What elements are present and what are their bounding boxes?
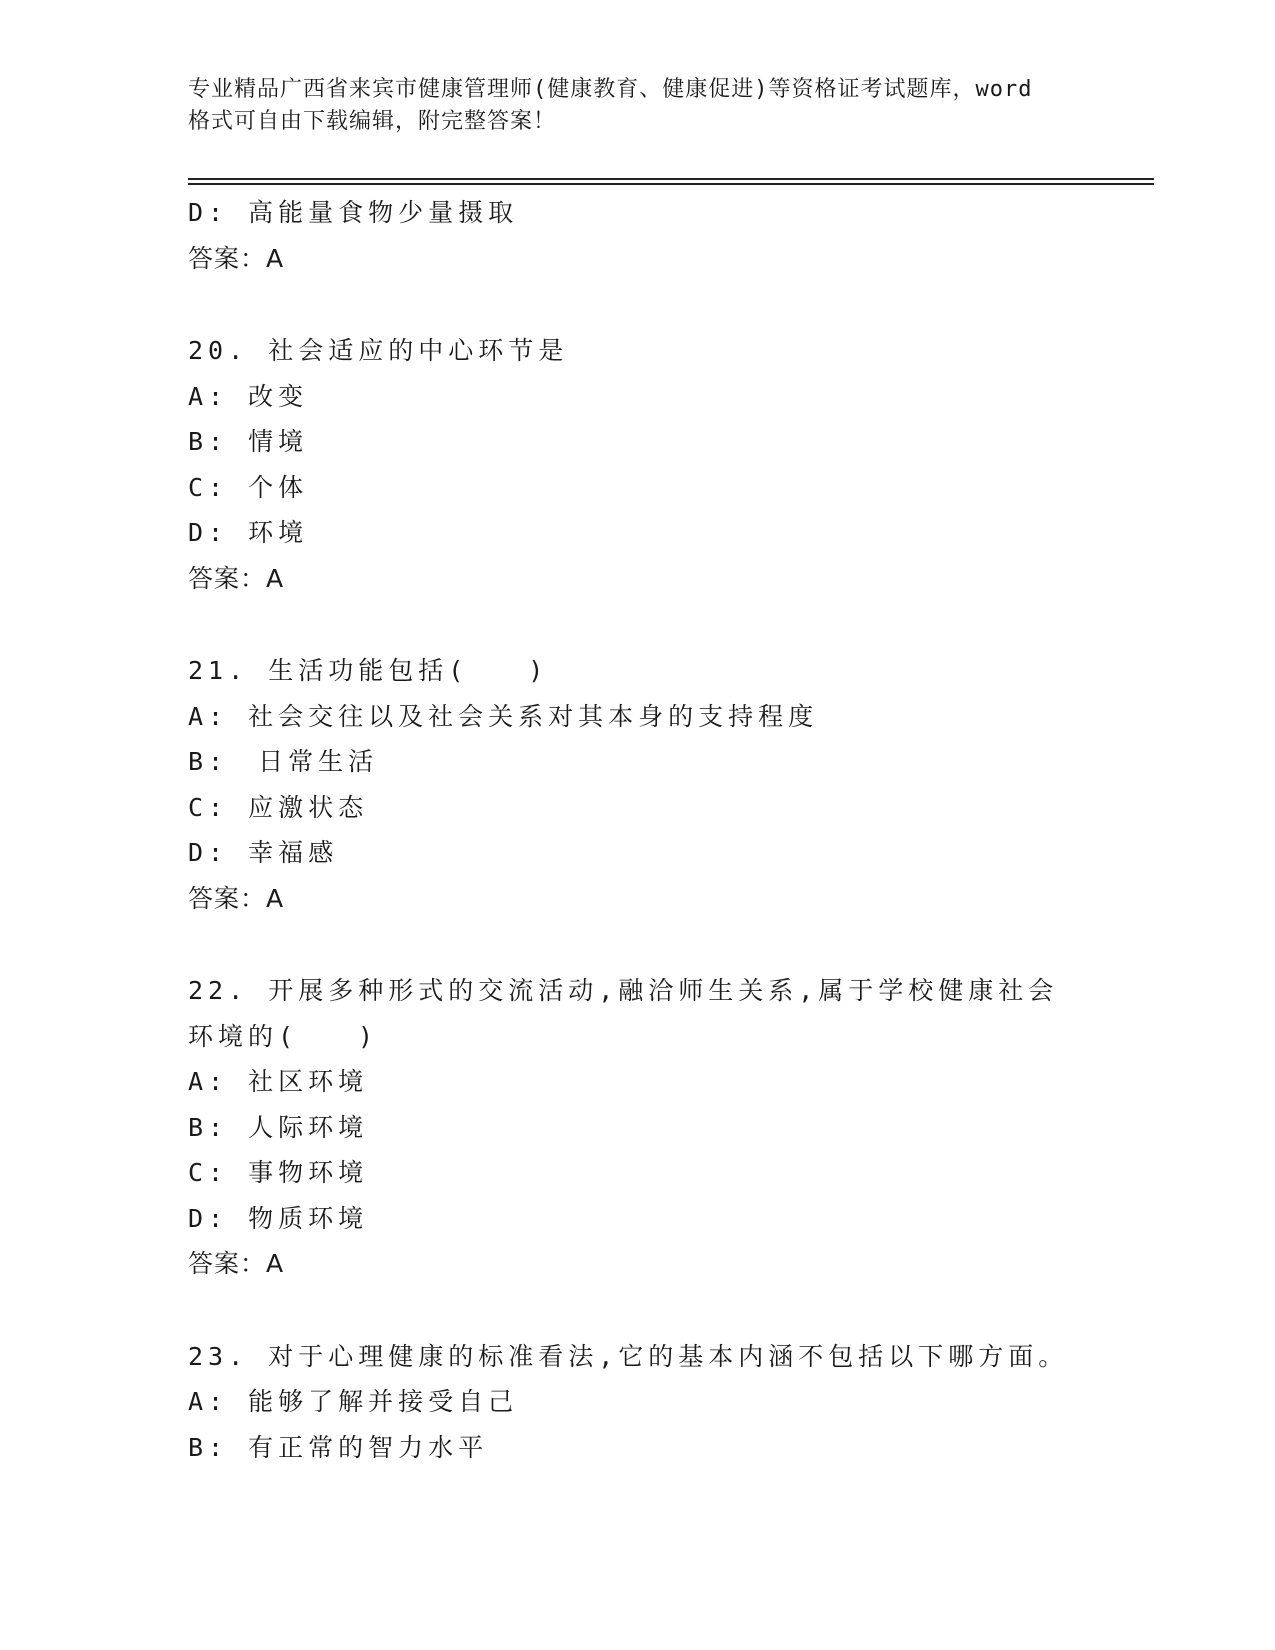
option-a: A: 改变 [188,381,309,411]
option-b: B: 有正常的智力水平 [188,1432,489,1462]
question-21 [188,648,1088,921]
spacer [188,281,1088,328]
question-stem: 23. 对于心理健康的标准看法,它的基本内涵不包括以下哪方面。 [188,1341,1069,1371]
question-19-tail [188,190,1088,281]
header-divider-bottom [188,183,1154,185]
question-stem: 20. 社会适应的中心环节是 [188,336,569,365]
question-22 [188,968,1088,1287]
question-list [188,190,1088,1470]
option-b: B: 日常生活 [188,747,379,776]
question-stem: 21. 生活功能包括( ) [188,656,549,685]
answer-line: 答案：A [188,563,285,593]
option-d: D: 物质环境 [188,1203,369,1233]
spacer [188,1287,1088,1334]
option-c: C: 事物环境 [188,1158,369,1187]
question-20 [188,328,1088,601]
option-a: A: 社会交往以及社会关系对其本身的支持程度 [188,701,819,731]
document-header [188,74,1088,138]
answer-line: 答案：A [188,243,285,273]
header-line-2: 格式可自由下载编辑，附完整答案！ [188,109,557,134]
option-d: D: 幸福感 [188,838,339,867]
question-stem: 22. 开展多种形式的交流活动,融洽师生关系,属于学校健康社会环境的( ) [188,976,1059,1051]
option-b: B: 人际环境 [188,1112,369,1142]
answer-line: 答案：A [188,883,285,913]
answer-line: 答案：A [188,1249,285,1278]
option-d: D: 环境 [188,518,309,547]
option-a: A: 社区环境 [188,1067,369,1096]
header-divider-top [188,178,1154,180]
option-c: C: 个体 [188,472,309,502]
spacer [188,921,1088,968]
header-line-1: 专业精品广西省来宾市健康管理师(健康教育、健康促进)等资格证考试题库，word [188,77,1033,102]
option-c: C: 应激状态 [188,792,369,822]
option-b: B: 情境 [188,427,309,456]
spacer [188,601,1088,648]
option-d: D: 高能量食物少量摄取 [188,198,519,227]
question-23 [188,1334,1088,1471]
option-a: A: 能够了解并接受自己 [188,1387,519,1416]
